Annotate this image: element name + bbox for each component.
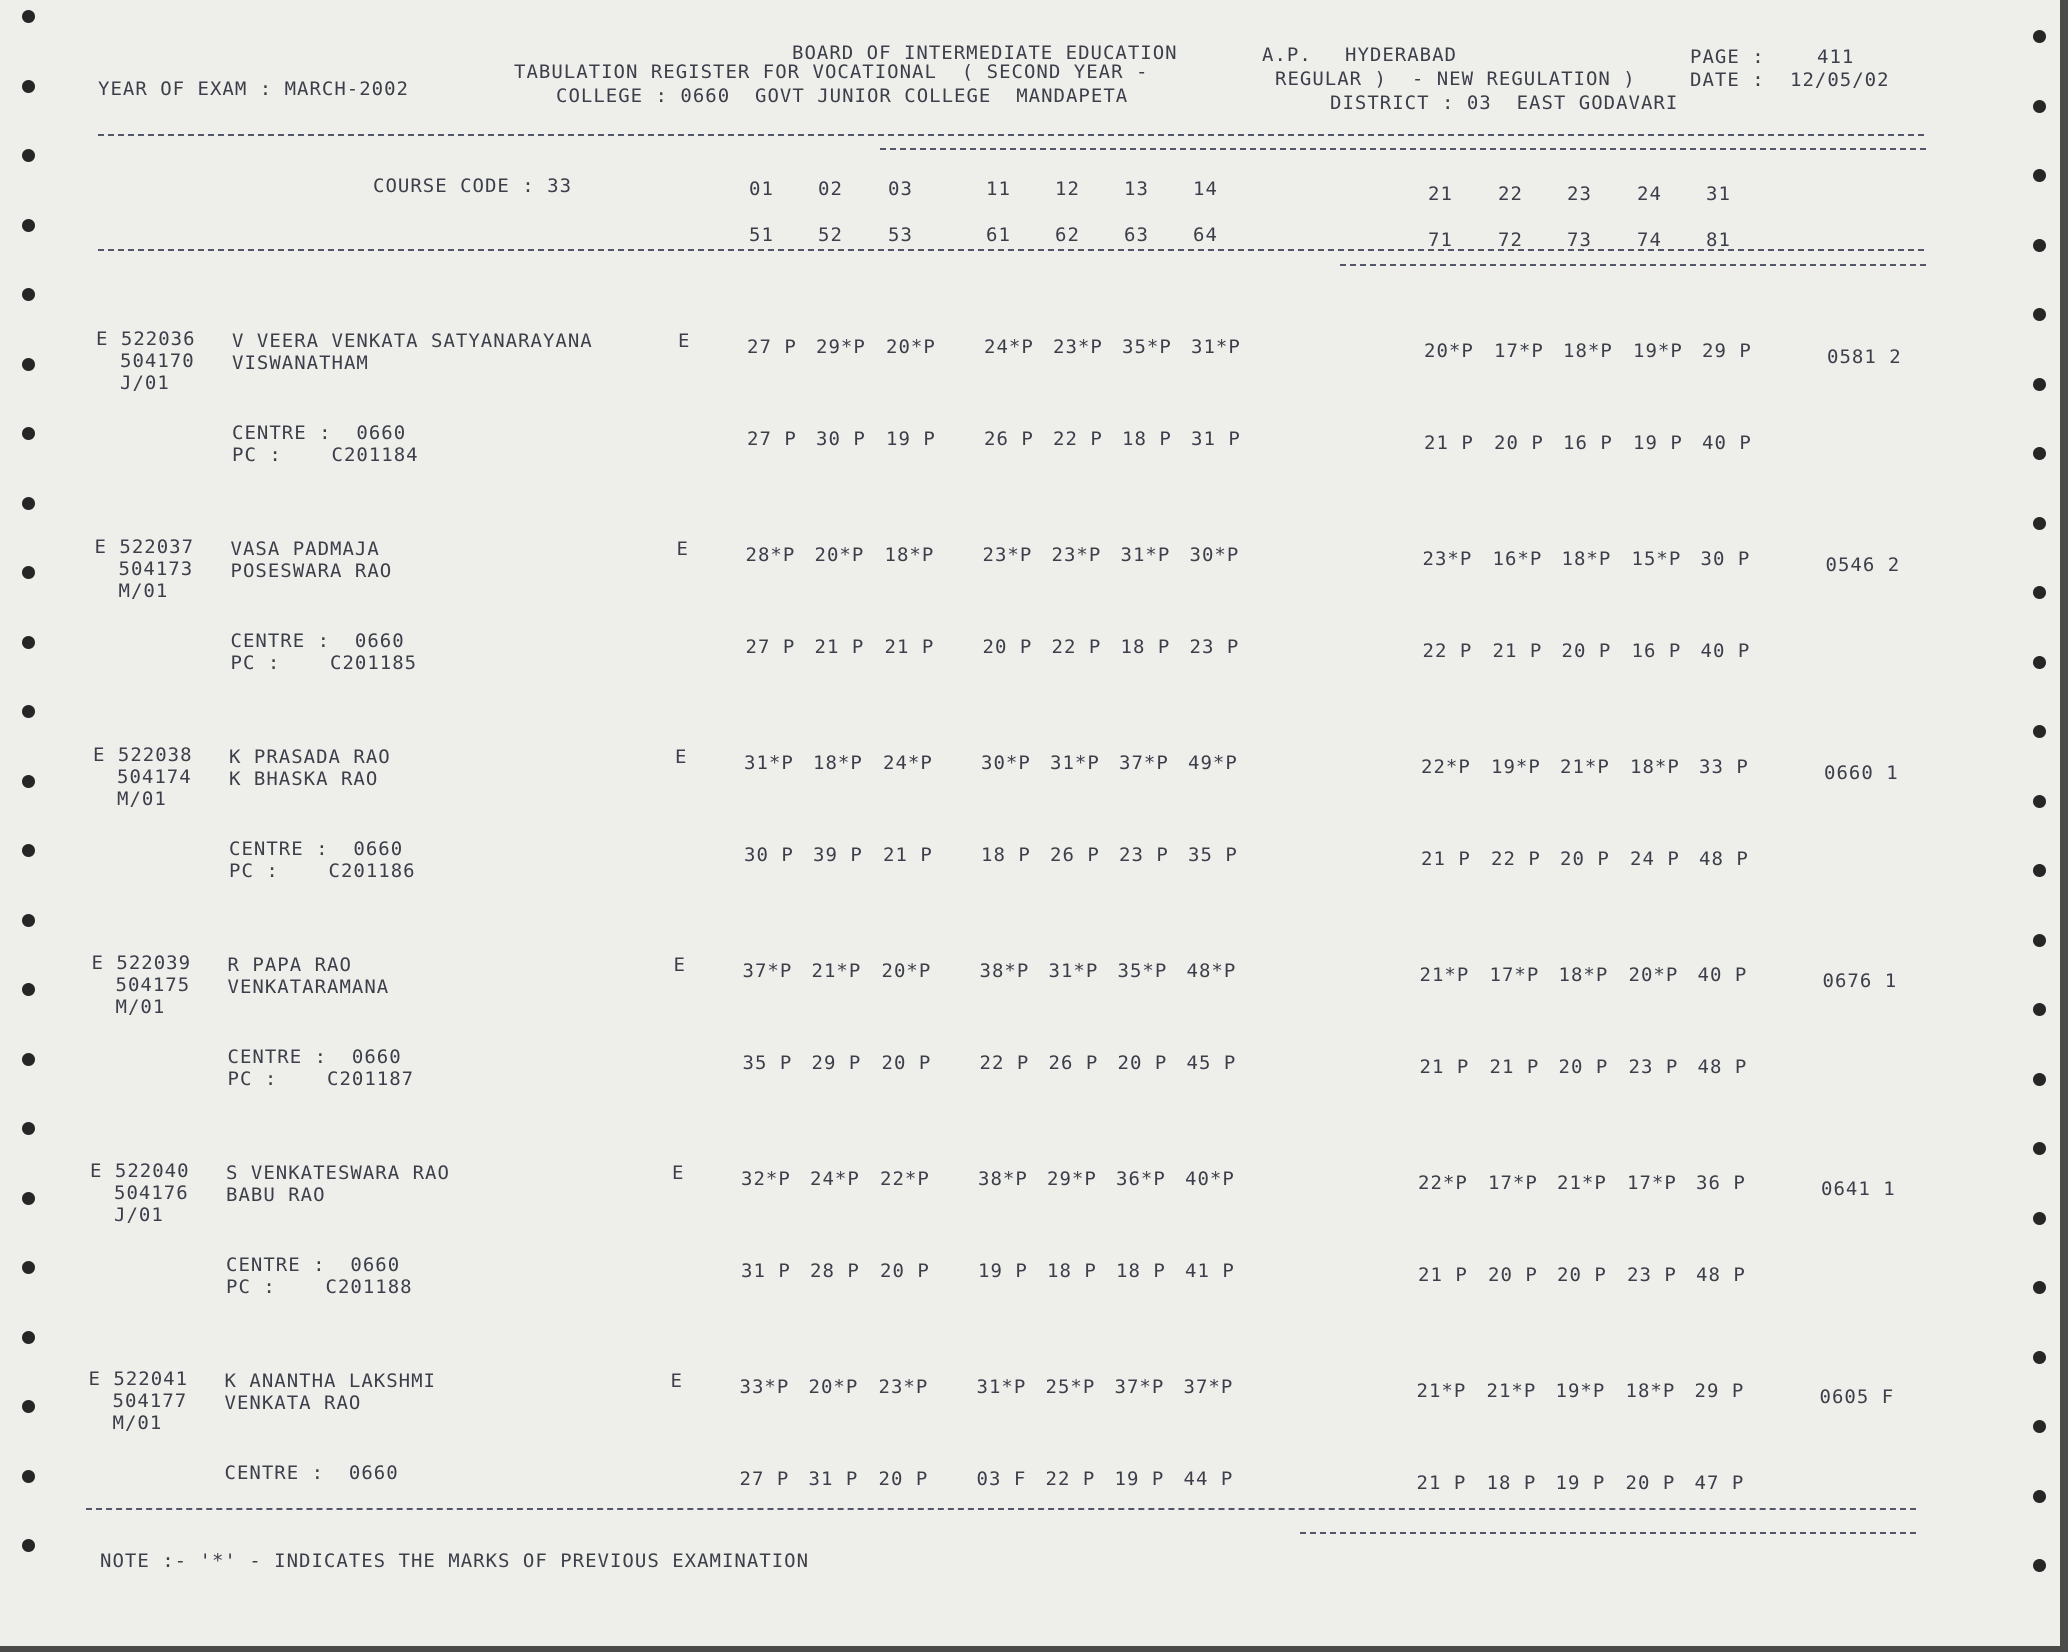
feed-hole [2033,239,2046,252]
column-code: 72 [1498,229,1523,251]
mark-second: 27 P [739,1468,790,1490]
regulation-label: REGULAR ) - NEW REGULATION ) [1275,68,1636,90]
feed-hole [2033,100,2046,113]
student-name: R PAPA RAO [227,954,352,976]
mark-second: 18 P [1047,1260,1097,1282]
roll-number: E 522039 [91,952,192,974]
mark-second: 20 P [1494,432,1544,454]
mark-first: 22*P [1418,1172,1468,1194]
mark-second: 35 P [742,1052,793,1074]
mark-second: 19 P [1114,1468,1165,1490]
feed-hole [22,288,35,301]
hall-ticket-number: 504175 [115,974,191,996]
divider-top [98,134,1924,136]
feed-hole [22,914,35,927]
divider-bottom [86,1508,1916,1510]
feed-hole [2033,1003,2046,1016]
mark-second: 22 P [1053,428,1103,450]
roll-number: E 522040 [90,1160,190,1182]
roll-number: E 522036 [96,328,196,350]
feed-hole [2033,725,2046,738]
feed-hole [2033,1281,2046,1294]
group-code: M/01 [117,788,167,810]
feed-hole [2033,1559,2046,1572]
mark-second: 48 P [1699,848,1749,870]
mark-first: 21*P [1486,1380,1537,1402]
column-code: 22 [1498,183,1523,205]
mark-second: 20 P [1560,848,1610,870]
mark-first: 31*P [1120,544,1171,566]
feed-hole [22,636,35,649]
feed-hole [2033,169,2046,182]
mark-second: 39 P [813,844,863,866]
mark-first: 31*P [1050,752,1100,774]
hall-ticket-number: 504176 [114,1182,189,1204]
feed-hole [22,1053,35,1066]
mark-second: 35 P [1188,844,1238,866]
column-code: 02 [818,178,843,200]
medium-code: E [678,330,691,352]
hall-ticket-number: 504170 [120,350,195,372]
mark-first: 19*P [1633,340,1683,362]
feed-hole [22,1470,35,1483]
mark-first: 23*P [1422,548,1473,570]
mark-first: 37*P [1114,1376,1165,1398]
column-code: 52 [818,224,843,246]
mark-first: 24*P [883,752,933,774]
mark-second: 19 P [1555,1472,1606,1494]
column-code: 31 [1706,183,1731,205]
column-code: 23 [1567,183,1592,205]
mark-first: 30*P [981,752,1031,774]
column-code: 62 [1055,224,1080,246]
mark-second: 20 P [1625,1472,1676,1494]
feed-hole [2033,586,2046,599]
mark-second: 20 P [982,636,1033,658]
feed-hole [2033,1351,2046,1364]
mark-first: 22*P [1421,756,1471,778]
feed-hole [2033,934,2046,947]
feed-hole [2033,1420,2046,1433]
student-name: K PRASADA RAO [229,746,391,768]
mark-first: 31*P [744,752,794,774]
total-result: 0660 1 [1824,762,1899,784]
mark-second: 22 P [1045,1468,1096,1490]
column-code: 51 [749,224,774,246]
mark-first: 16*P [1492,548,1543,570]
mark-second: 19 P [978,1260,1028,1282]
feed-hole [22,775,35,788]
mark-first: 29*P [1047,1168,1097,1190]
total-result: 0676 1 [1822,970,1898,992]
total-result: 0546 2 [1825,554,1901,576]
mark-second: 44 P [1183,1468,1234,1490]
mark-second: 19 P [1633,432,1683,454]
mark-second: 18 P [981,844,1031,866]
mark-first: 30 P [1700,548,1751,570]
column-code: 21 [1428,183,1453,205]
mark-first: 18*P [1625,1380,1676,1402]
column-code: 11 [986,178,1011,200]
student-name: VASA PADMAJA [230,538,380,560]
mark-second: 22 P [1051,636,1102,658]
mark-first: 30*P [1189,544,1240,566]
mark-first: 38*P [979,960,1030,982]
pc-code: PC : C201185 [230,652,418,674]
column-code: 81 [1706,229,1731,251]
mark-second: 40 P [1700,640,1751,662]
mark-first: 17*P [1494,340,1544,362]
column-code: 01 [749,178,774,200]
total-result: 0605 F [1819,1386,1895,1408]
mark-second: 16 P [1631,640,1682,662]
divider-bottom-2 [1300,1532,1916,1534]
mark-first: 38*P [978,1168,1028,1190]
centre-code: CENTRE : 0660 [226,1254,401,1276]
mark-second: 30 P [816,428,866,450]
medium-code: E [673,954,686,976]
mark-first: 21*P [1419,964,1470,986]
feed-hole [22,705,35,718]
mark-first: 21*P [811,960,862,982]
mark-second: 23 P [1628,1056,1679,1078]
father-name: POSESWARA RAO [230,560,393,582]
feed-hole [2033,1490,2046,1503]
centre-code: CENTRE : 0660 [229,838,404,860]
student-name: K ANANTHA LAKSHMI [224,1370,436,1392]
mark-first: 36*P [1116,1168,1166,1190]
mark-first: 35*P [1117,960,1168,982]
father-name: VENKATA RAO [224,1392,362,1414]
mark-second: 26 P [984,428,1034,450]
page-label: PAGE : [1690,46,1765,68]
city-label: HYDERABAD [1345,44,1457,66]
group-code: M/01 [112,1412,163,1434]
feed-hole [22,219,35,232]
centre-code: CENTRE : 0660 [224,1462,399,1484]
column-code: 63 [1124,224,1149,246]
mark-second: 26 P [1050,844,1100,866]
mark-second: 18 P [1486,1472,1537,1494]
hall-ticket-number: 504174 [117,766,192,788]
mark-first: 17*P [1488,1172,1538,1194]
mark-first: 20*P [814,544,865,566]
mark-second: 20 P [1558,1056,1609,1078]
mark-first: 33 P [1699,756,1749,778]
mark-second: 24 P [1630,848,1680,870]
feed-hole [22,1400,35,1413]
mark-second: 20 P [878,1468,929,1490]
group-code: J/01 [120,372,170,394]
mark-first: 49*P [1188,752,1238,774]
pc-code: PC : C201186 [229,860,416,882]
feed-hole [22,149,35,162]
mark-second: 48 P [1697,1056,1748,1078]
mark-second: 20 P [1117,1052,1168,1074]
mark-second: 03 F [976,1468,1027,1490]
column-code: 12 [1055,178,1080,200]
feed-hole [2033,1142,2046,1155]
mark-first: 18*P [813,752,863,774]
mark-first: 40 P [1697,964,1748,986]
column-code: 71 [1428,229,1453,251]
mark-second: 22 P [979,1052,1030,1074]
medium-code: E [670,1370,683,1392]
mark-first: 20*P [1628,964,1679,986]
mark-first: 23*P [878,1376,929,1398]
mark-second: 23 P [1627,1264,1677,1286]
mark-first: 17*P [1489,964,1540,986]
column-code: 24 [1637,183,1662,205]
feed-hole [2033,30,2046,43]
feed-hole [2033,517,2046,530]
mark-first: 18*P [1561,548,1612,570]
mark-first: 20*P [808,1376,859,1398]
feed-hole [22,1192,35,1205]
mark-second: 19 P [886,428,936,450]
feed-hole [2033,1212,2046,1225]
mark-second: 20 P [1488,1264,1538,1286]
feed-hole [2033,378,2046,391]
mark-first: 21*P [1557,1172,1607,1194]
mark-first: 33*P [739,1376,790,1398]
mark-first: 29*P [816,336,866,358]
mark-second: 31 P [808,1468,859,1490]
register-title: TABULATION REGISTER FOR VOCATIONAL ( SECOND YEAR - [514,61,1149,83]
mark-first: 19*P [1491,756,1541,778]
state-label: A.P. [1262,44,1312,66]
mark-first: 21*P [1416,1380,1467,1402]
roll-number: E 522037 [94,536,195,558]
mark-first: 48*P [1186,960,1237,982]
mark-second: 18 P [1116,1260,1166,1282]
group-code: M/01 [115,996,166,1018]
feed-hole [22,566,35,579]
mark-first: 21*P [1560,756,1610,778]
mark-first: 37*P [1119,752,1169,774]
centre-code: CENTRE : 0660 [230,630,405,652]
feed-hole [22,427,35,440]
column-code: 03 [888,178,913,200]
feed-hole [22,1122,35,1135]
group-code: J/01 [114,1204,164,1226]
mark-second: 18 P [1120,636,1171,658]
divider-top-2 [880,148,1926,150]
mark-second: 20 P [881,1052,932,1074]
mark-second: 48 P [1696,1264,1746,1286]
feed-hole [22,1261,35,1274]
mark-first: 35*P [1122,336,1172,358]
mark-second: 30 P [744,844,794,866]
feed-hole [22,983,35,996]
column-code: 64 [1193,224,1218,246]
feed-hole [2033,308,2046,321]
total-result: 0581 2 [1827,346,1902,368]
mark-first: 19*P [1555,1380,1606,1402]
group-code: M/01 [118,580,169,602]
medium-code: E [672,1162,685,1184]
mark-second: 28 P [810,1260,860,1282]
feed-hole [2033,447,2046,460]
mark-second: 20 P [1561,640,1612,662]
mark-first: 32*P [741,1168,791,1190]
mark-first: 37*P [742,960,793,982]
medium-code: E [676,538,689,560]
father-name: VISWANATHAM [232,352,369,374]
year-of-exam: YEAR OF EXAM : MARCH-2002 [98,78,409,100]
father-name: VENKATARAMANA [227,976,390,998]
district-line: DISTRICT : 03 EAST GODAVARI [1330,92,1679,114]
feed-hole [22,10,35,23]
mark-first: 37*P [1183,1376,1234,1398]
page-number: 411 [1817,46,1855,68]
mark-second: 20 P [1557,1264,1607,1286]
column-code: 14 [1193,178,1218,200]
hall-ticket-number: 504177 [112,1390,188,1412]
mark-second: 16 P [1563,432,1613,454]
feed-hole [2033,864,2046,877]
mark-first: 23*P [982,544,1033,566]
father-name: BABU RAO [226,1184,326,1206]
mark-second: 21 P [884,636,935,658]
board-title: BOARD OF INTERMEDIATE EDUCATION [792,42,1178,64]
mark-second: 21 P [1416,1472,1467,1494]
roll-number: E 522038 [93,744,193,766]
centre-code: CENTRE : 0660 [227,1046,402,1068]
mark-first: 20*P [886,336,936,358]
mark-first: 20*P [881,960,932,982]
mark-second: 31 P [1191,428,1241,450]
mark-first: 18*P [884,544,935,566]
column-code: 13 [1124,178,1149,200]
mark-first: 25*P [1045,1376,1096,1398]
mark-second: 23 P [1119,844,1169,866]
mark-second: 21 P [883,844,933,866]
mark-second: 21 P [1418,1264,1468,1286]
mark-first: 31*P [1048,960,1099,982]
feed-hole [22,80,35,93]
mark-second: 47 P [1694,1472,1745,1494]
mark-second: 23 P [1189,636,1240,658]
student-name: S VENKATESWARA RAO [226,1162,450,1184]
mark-first: 22*P [880,1168,930,1190]
mark-first: 18*P [1558,964,1609,986]
column-code: 74 [1637,229,1662,251]
column-code: 73 [1567,229,1592,251]
mark-second: 29 P [811,1052,862,1074]
date-label: DATE : [1690,69,1765,91]
mark-second: 22 P [1422,640,1473,662]
mark-second: 27 P [745,636,796,658]
mark-second: 40 P [1702,432,1752,454]
mark-second: 18 P [1122,428,1172,450]
mark-first: 18*P [1563,340,1613,362]
mark-first: 31*P [976,1376,1027,1398]
feed-hole [2033,795,2046,808]
feed-hole [22,497,35,510]
mark-first: 20*P [1424,340,1474,362]
mark-first: 24*P [984,336,1034,358]
total-result: 0641 1 [1821,1178,1896,1200]
hall-ticket-number: 504173 [118,558,194,580]
mark-second: 45 P [1186,1052,1237,1074]
mark-first: 27 P [747,336,797,358]
course-code: COURSE CODE : 33 [373,175,573,197]
father-name: K BHASKA RAO [229,768,379,790]
pc-code: PC : C201188 [226,1276,413,1298]
college-line: COLLEGE : 0660 GOVT JUNIOR COLLEGE MANDAPETA [556,85,1129,107]
mark-first: 23*P [1051,544,1102,566]
mark-first: 40*P [1185,1168,1235,1190]
feed-hole [2033,656,2046,669]
student-name: V VEERA VENKATA SATYANARAYANA [232,330,593,352]
mark-first: 15*P [1631,548,1682,570]
mark-first: 23*P [1053,336,1103,358]
mark-second: 21 P [1492,640,1543,662]
mark-first: 29 P [1702,340,1752,362]
roll-number: E 522041 [88,1368,189,1390]
feed-hole [22,1331,35,1344]
footnote: NOTE :- '*' - INDICATES THE MARKS OF PREVIOUS EXAMINATION [100,1550,810,1572]
mark-first: 29 P [1694,1380,1745,1402]
mark-second: 21 P [1419,1056,1470,1078]
mark-first: 18*P [1630,756,1680,778]
column-code: 53 [888,224,913,246]
mark-second: 21 P [814,636,865,658]
feed-hole [22,844,35,857]
divider-header-2 [1340,264,1926,266]
mark-second: 21 P [1489,1056,1540,1078]
mark-second: 26 P [1048,1052,1099,1074]
mark-second: 21 P [1424,432,1474,454]
mark-first: 36 P [1696,1172,1746,1194]
centre-code: CENTRE : 0660 [232,422,407,444]
mark-first: 24*P [810,1168,860,1190]
mark-first: 31*P [1191,336,1241,358]
mark-second: 31 P [741,1260,791,1282]
mark-first: 28*P [745,544,796,566]
feed-hole [22,1539,35,1552]
feed-hole [22,358,35,371]
pc-code: PC : C201184 [232,444,419,466]
feed-hole [2033,1073,2046,1086]
pc-code: PC : C201187 [227,1068,415,1090]
mark-second: 22 P [1491,848,1541,870]
mark-second: 27 P [747,428,797,450]
divider-header [98,249,1924,251]
mark-second: 41 P [1185,1260,1235,1282]
medium-code: E [675,746,688,768]
column-code: 61 [986,224,1011,246]
mark-second: 21 P [1421,848,1471,870]
date-value: 12/05/02 [1790,69,1890,91]
mark-first: 17*P [1627,1172,1677,1194]
mark-second: 20 P [880,1260,930,1282]
